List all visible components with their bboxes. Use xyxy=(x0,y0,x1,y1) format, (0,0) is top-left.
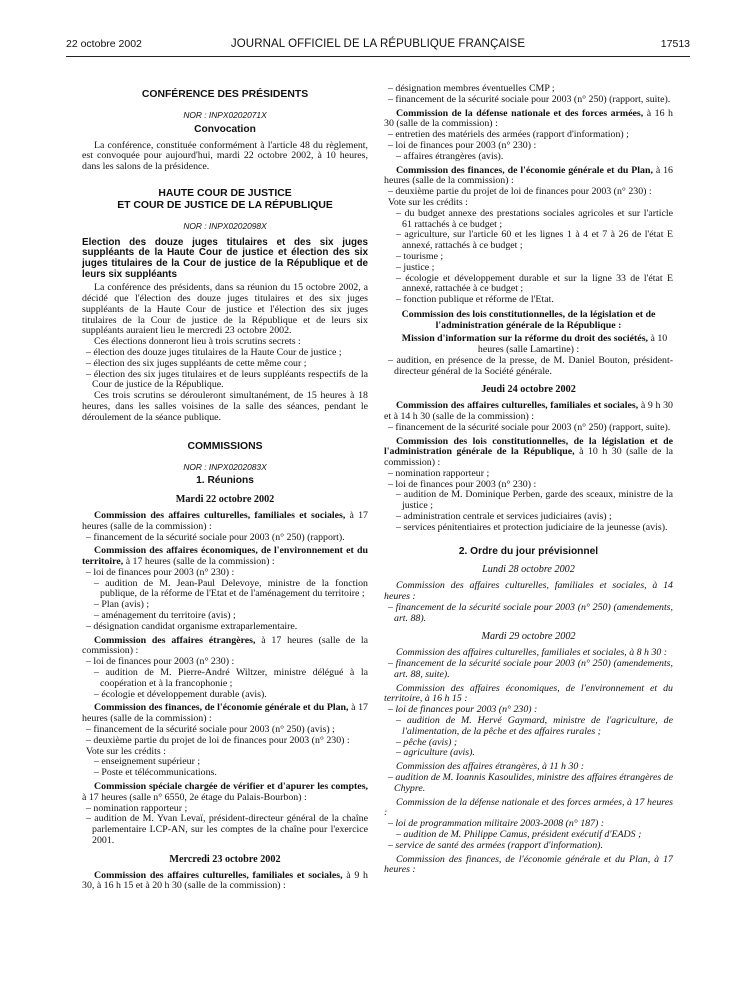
list-item: – administration centrale et services judiciaires (avis) ; xyxy=(396,511,612,523)
subsection-title-odj: 2. Ordre du jour prévisionnel xyxy=(458,545,599,557)
list-item: – aménagement du territoire (avis) ; xyxy=(94,610,236,622)
list-item: – désignation candidat organisme extraparlementaire. xyxy=(86,620,298,632)
list-item: – audition de M. Philippe Camus, président exécutif d'EADS ; xyxy=(396,829,642,840)
list-item: – loi de finances pour 2003 (n° 230) : xyxy=(388,478,537,490)
commission-entry: Commission des affaires culturelles, familiales et sociales, à 14 heures : xyxy=(384,580,673,603)
list-item: – audition, en présence de la presse, de M. Daniel Bouton, président-directeur général de la Société générale. xyxy=(388,354,673,377)
list-item: – deuxième partie du projet de loi de finances pour 2003 (n° 230) : xyxy=(388,186,652,198)
list-item: – services pénitentiaires et protection judiciaire de la jeunesse (avis). xyxy=(396,521,668,533)
date-heading: Mardi 22 octobre 2002 xyxy=(175,494,275,506)
list-item: – audition de M. Pierre-André Wiltzer, ministre délégué à la coopération et à la francophonie ; xyxy=(94,667,368,689)
page-header xyxy=(66,38,690,52)
convocation-text: La conférence, constituée conformément à l'article 48 du règlement, est convoquée pour aujourd'hui, mardi 22 octobre 2002, à 10 heures, dans les salons de la présidence. xyxy=(82,139,368,173)
list-item: – désignation membres éventuelles CMP ; xyxy=(388,83,555,94)
list-item: – loi de finances pour 2003 (n° 230) : xyxy=(388,704,538,716)
commission-entry: Commission des finances, de l'économie générale et du Plan, à 17 heures : xyxy=(384,853,673,876)
commission-entry: Commission spéciale chargée de vérifier et d'apurer les comptes, à 17 heures (salle n° 6550, 2e étage du Palais-Bourbon) : xyxy=(82,781,368,803)
list-item: – loi de programmation militaire 2003-2008 (n° 187) : xyxy=(388,818,605,830)
list-item: – élection des six juges titulaires et de leurs suppléants respectifs de la Cour de justice de la République. xyxy=(86,368,368,391)
nor-reference: NOR : INPX0202071X xyxy=(183,110,267,120)
commission-list xyxy=(384,401,673,534)
header-journal-title: JOURNAL OFFICIEL DE LA RÉPUBLIQUE FRANÇAISE xyxy=(230,38,526,50)
list-item: – élection des douze juges titulaires de la Haute Cour de justice ; xyxy=(86,346,342,358)
list-item: Vote sur les crédits : xyxy=(86,745,166,757)
election-paragraph: La conférence des présidents, dans sa réunion du 15 octobre 2002, a décidé que l'élection des douze juges titulaires et des six juges suppléants de la Haute Cour de justice et l'élection des six juges titulaires de la Cour de justice de la République et de leurs six suppléants auraient lieu le mercredi 23 octobre 2002. xyxy=(82,282,368,337)
list-item: – loi de finances pour 2003 (n° 230) : xyxy=(86,566,235,578)
header-page-number: 17513 xyxy=(660,38,690,50)
commission-list xyxy=(384,109,673,306)
list-item: – audition de M. Yvan Levaï, président-directeur général de la chaîne parlementaire LCP-AN, sur les comptes de la chaîne pour l'exercice 2001. xyxy=(86,813,368,847)
list-item: – affaires étrangères (avis). xyxy=(396,150,504,162)
list-item: – nomination rapporteur ; xyxy=(388,467,490,479)
commission-entry: Commission des affaires culturelles, familiales et sociales, à 8 h 30 : xyxy=(396,647,668,659)
list-item: – agriculture, sur l'article 60 et les lignes 1 à 4 et 7 à 26 de l'état E annexé, rattachés à ce budget ; xyxy=(396,229,673,252)
list-item: – financement de la sécurité sociale pour 2003 (n° 250) (amendements, art. 88). xyxy=(388,601,673,624)
section-title-hcj: HAUTE COUR DE JUSTICE ET COUR DE JUSTICE DE LA RÉPUBLIQUE xyxy=(117,187,333,211)
list-item: – écologie et développement durable et sur la ligne 33 de l'état E annexé, rattachée à ce budget ; xyxy=(396,272,673,295)
list-item: – audition de M. Ioannis Kasoulides, ministre des affaires étrangères de Chypre. xyxy=(388,772,673,794)
list-item: – pêche (avis) ; xyxy=(396,736,458,748)
list-item: – agriculture (avis). xyxy=(396,747,475,759)
commission-entry: Commission des affaires culturelles, familiales et sociales, à 9 h 30, à 16 h 15 et à 20 h 30 (salle de la commission) : xyxy=(82,869,368,892)
list-item: – du budget annexe des prestations sociales agricoles et sur l'article 61 rattachés à ce budget ; xyxy=(396,207,673,230)
header-rule xyxy=(66,56,690,57)
list-item: – audition de M. Jean-Paul Delevoye, ministre de la fonction publique, de la réforme de l'Etat et de l'aménagement du territoire ; xyxy=(94,577,368,600)
commission-entry: Commission de la défense nationale et des forces armées, à 16 h 30 (salle de la commission) : xyxy=(384,107,673,130)
commission-entry: Commission des affaires étrangères, à 11 h 30 : xyxy=(396,761,585,773)
commission-entry: Commission des affaires économiques, de l'environnement et du territoire, à 16 h 15 : xyxy=(384,682,673,705)
list-item: – Poste et télécommunications. xyxy=(94,767,217,779)
list-item: – financement de la sécurité sociale pour 2003 (n° 250) (rapport, suite). xyxy=(388,421,671,433)
date-heading: Lundi 28 octobre 2002 xyxy=(482,564,575,576)
commission-entry: Commission de la défense nationale et des forces armées, à 17 heures : xyxy=(384,796,673,819)
date-heading: Jeudi 24 octobre 2002 xyxy=(481,384,576,396)
list-item: – service de santé des armées (rapport d'information). xyxy=(388,839,603,851)
list-item: – financement de la sécurité sociale pour 2003 (n° 250) (rapport). xyxy=(86,531,345,543)
list-item: – loi de finances pour 2003 (n° 230) : xyxy=(86,656,235,668)
election-paragraph: Ces élections donneront lieu à trois scrutins secrets : xyxy=(94,336,301,348)
election-paragraph: Ces trois scrutins se dérouleront simultanément, de 15 heures à 18 heures, dans les salles voisines de la salle des séances, pendant le déroulement de la séance publique. xyxy=(82,390,368,423)
list-item: – financement de la sécurité sociale pour 2003 (n° 250) (avis) ; xyxy=(86,724,335,736)
list-item: – deuxième partie du projet de loi de finances pour 2003 (n° 230) : xyxy=(86,734,350,746)
section-title-conference: CONFÉRENCE DES PRÉSIDENTS xyxy=(141,89,309,100)
section-title-commissions: COMMISSIONS xyxy=(187,440,263,452)
commission-entry: Commission des affaires étrangères, à 17 heures (salle de la commission) : xyxy=(82,634,368,657)
mission-items xyxy=(384,356,673,378)
convocation-title: Convocation xyxy=(194,123,256,135)
commission-items xyxy=(384,84,673,106)
nor-reference: NOR : INPX0202098X xyxy=(183,220,267,231)
election-title: Election des douze juges titulaires et des six juges suppléants de la Haute Cour de justice et élection des six juges titulaires de la Cour de justice de la République et de leurs six suppléants xyxy=(82,236,368,280)
commission-list xyxy=(384,581,673,624)
commission-entry: Commission des finances, de l'économie générale et du Plan, à 16 heures (salle de la commission) : xyxy=(384,164,673,187)
right-column xyxy=(384,84,673,876)
list-item: – écologie et développement durable (avis). xyxy=(94,688,267,700)
list-item: – financement de la sécurité sociale pour 2003 (n° 250) (amendements, art. 88, suite). xyxy=(388,658,673,680)
date-heading: Mercredi 23 octobre 2002 xyxy=(169,853,281,865)
commission-entry: Commission des affaires culturelles, familiales et sociales, à 17 heures (salle de la commission) : xyxy=(82,509,368,532)
date-heading: Mardi 29 octobre 2002 xyxy=(481,631,576,643)
list-item: – audition de M. Dominique Perben, garde des sceaux, ministre de la justice ; xyxy=(396,489,673,512)
commission-entry: Commission des lois constitutionnelles, de la législation et de l'administration générale de la République, à 10 h 30 (salle de la commission) : xyxy=(384,435,673,469)
commission-list xyxy=(82,511,368,847)
list-item: – Plan (avis) ; xyxy=(94,599,150,611)
list-item: – entretien des matériels des armées (rapport d'information) ; xyxy=(388,129,629,141)
list-item: – financement de la sécurité sociale pour 2003 (n° 250) (rapport, suite). xyxy=(388,93,671,105)
commission-entry: Commission des affaires culturelles, familiales et sociales, à 9 h 30 et à 14 h 30 (salle de la commission) : xyxy=(384,400,673,422)
commission-entry: Commission des affaires économiques, de l'environnement et du territoire, à 17 heures (salle de la commission) : xyxy=(82,545,368,568)
subsection-title-reunions: 1. Réunions xyxy=(196,475,254,487)
list-item: – nomination rapporteur ; xyxy=(86,802,188,814)
list-item: – enseignement supérieur ; xyxy=(94,756,201,768)
mission-entry: Mission d'information sur la réforme du droit des sociétés, à 10 heures (salle Lamartine) : xyxy=(401,333,668,355)
commission-list xyxy=(384,648,673,876)
commission-entry: Commission des finances, de l'économie générale et du Plan, à 17 heures (salle de la commission) : xyxy=(82,702,368,725)
nor-reference: NOR : INPX0202083X xyxy=(183,461,267,472)
list-item: – tourisme ; xyxy=(396,250,444,262)
list-item: – audition de M. Hervé Gaymard, ministre de l'agriculture, de l'alimentation, de la pêche et des affaires rurales ; xyxy=(396,715,673,737)
list-item: – loi de finances pour 2003 (n° 230) : xyxy=(388,139,537,151)
list-item: – justice ; xyxy=(396,261,435,273)
list-item: Vote sur les crédits : xyxy=(388,196,468,208)
header-date: 22 octobre 2002 xyxy=(66,38,142,50)
list-item: – fonction publique et réforme de l'Etat. xyxy=(396,294,554,306)
list-item: – élection des six juges suppléants de cette même cour ; xyxy=(86,357,307,369)
commission-lois-heading: Commission des lois constitutionnelles, de la législation et de l'administration générale de la République : xyxy=(401,308,656,331)
election-list xyxy=(82,348,368,391)
left-column xyxy=(82,84,368,892)
